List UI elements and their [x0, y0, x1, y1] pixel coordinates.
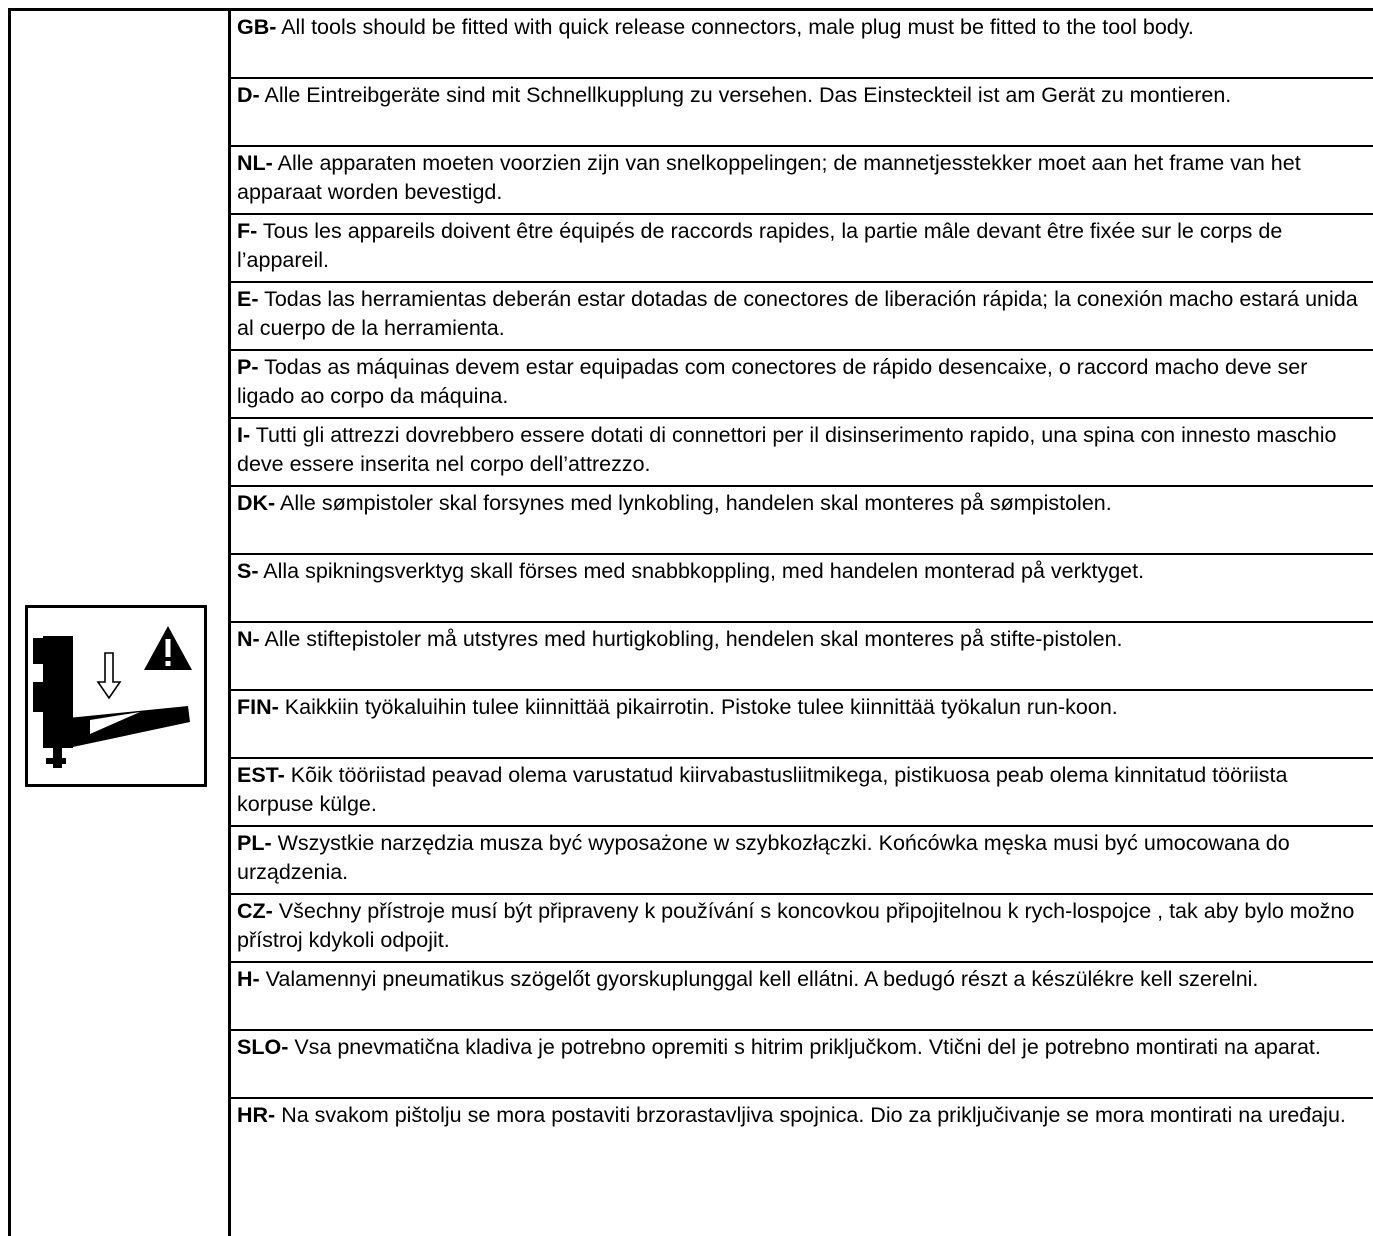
instruction-text: Wszystkie narzędzia musza być wyposażone w szybkozłączki. Końcówka męska musi być umocowana do urządzenia. [237, 831, 1290, 884]
instruction-text: Vsa pnevmatična kladiva je potrebno opremiti s hitrim priključkom. Vtični del je potrebno montirati na aparat. [288, 1035, 1321, 1059]
language-code: D- [237, 83, 260, 107]
instruction-text: Valamennyi pneumatikus szögelőt gyorskuplunggal kell ellátni. A bedugó részt a készülékre kell szerelni. [259, 967, 1259, 991]
language-code: F- [237, 219, 258, 243]
row-d [231, 79, 1373, 147]
row-n [231, 623, 1373, 691]
row-gb [231, 11, 1373, 79]
language-code: DK- [237, 491, 276, 515]
row-e [231, 283, 1373, 351]
row-nl [231, 147, 1373, 215]
row-slo [231, 1031, 1373, 1099]
language-code: NL- [237, 151, 273, 175]
instruction-text: Alle sømpistoler skal forsynes med lynkobling, handelen skal monteres på sømpistolen. [275, 491, 1112, 515]
language-code: P- [237, 355, 259, 379]
row-i [231, 419, 1373, 487]
instruction-text: Na svakom pištolju se mora postaviti brzorastavljiva spojnica. Dio za priključivanje se mora montirati na uređaju. [275, 1103, 1346, 1127]
language-code: HR- [237, 1103, 276, 1127]
row-pl [231, 827, 1373, 895]
language-code: EST- [237, 763, 285, 787]
row-hr [231, 1099, 1373, 1167]
quick-connector-symbol [25, 605, 207, 787]
language-code: S- [237, 559, 259, 583]
language-code: N- [237, 627, 260, 651]
row-est [231, 759, 1373, 827]
instruction-text: Kõik tööriistad peavad olema varustatud kiirvabastusliitmikega, pistikuosa peab olema kinnitatud tööriista korpuse külge. [237, 763, 1288, 816]
row-s [231, 555, 1373, 623]
instruction-text: Tous les appareils doivent être équipés de raccords rapides, la partie mâle devant être fixée sur le corps de l’appareil. [237, 219, 1283, 272]
instruction-text: Alle apparaten moeten voorzien zijn van snelkoppelingen; de mannetjesstekker moet aan het frame van het apparaat worden bevestigd. [237, 151, 1301, 204]
language-code: SLO- [237, 1035, 289, 1059]
row-dk [231, 487, 1373, 555]
instruction-text: Kaikkiin työkaluihin tulee kiinnittää pikairrotin. Pistoke tulee kiinnittää työkalun run-koon. [278, 695, 1118, 719]
text-column [231, 8, 1373, 1236]
language-code: I- [237, 423, 251, 447]
row-cz [231, 895, 1373, 963]
language-code: H- [237, 967, 260, 991]
language-code: CZ- [237, 899, 273, 923]
warning-triangle-icon [28, 608, 204, 784]
instruction-text: Alle stiftepistoler må utstyres med hurtigkobling, hendelen skal monteres på stifte-pistolen. [259, 627, 1123, 651]
language-code: E- [237, 287, 259, 311]
instruction-table [8, 8, 1373, 1236]
symbol-column [8, 8, 231, 1236]
language-code: GB- [237, 15, 277, 39]
row-p [231, 351, 1373, 419]
language-code: FIN- [237, 695, 279, 719]
row-h [231, 963, 1373, 1031]
language-code: PL- [237, 831, 272, 855]
instruction-text: Alle Eintreibgeräte sind mit Schnellkupplung zu versehen. Das Einsteckteil ist am Gerät zu montieren. [259, 83, 1232, 107]
row-f [231, 215, 1373, 283]
instruction-text: Tutti gli attrezzi dovrebbero essere dotati di connettori per il disinserimento rapido, una spina con innesto maschio deve essere inserita nel corpo dell’attrezzo. [237, 423, 1337, 476]
instruction-text: Todas las herramientas deberán estar dotadas de conectores de liberación rápida; la conexión macho estará unida al cuerpo de la herramienta. [237, 287, 1358, 340]
instruction-text: All tools should be fitted with quick release connectors, male plug must be fitted to the tool body. [276, 15, 1194, 39]
instruction-text: Všechny přístroje musí být připraveny k používání s koncovkou připojitelnou k rych-lospojce , tak aby bylo možno přístroj kdykoli odpojit. [237, 899, 1355, 952]
instruction-text: Todas as máquinas devem estar equipadas com conectores de rápido desencaixe, o raccord macho deve ser ligado ao corpo da máquina. [237, 355, 1308, 408]
row-fin [231, 691, 1373, 759]
instruction-text: Alla spikningsverktyg skall förses med snabbkoppling, med handelen monterad på verktyget. [258, 559, 1145, 583]
